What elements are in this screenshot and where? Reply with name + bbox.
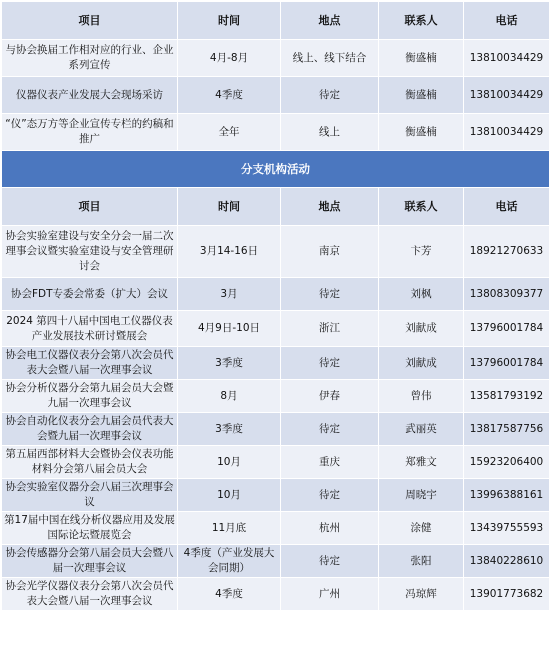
cell-place: 待定 bbox=[281, 479, 379, 512]
cell-time: 3月14-16日 bbox=[178, 226, 281, 278]
cell-contact: 卞芳 bbox=[379, 226, 464, 278]
table-row bbox=[2, 40, 550, 77]
cell-item: 2024 第四十八届中国电工仪器仪表产业发展技术研讨暨展会 bbox=[2, 311, 178, 347]
table-row bbox=[2, 311, 550, 347]
table-row bbox=[2, 578, 550, 611]
header-time: 时间 bbox=[178, 188, 281, 226]
cell-phone: 13796001784 bbox=[464, 311, 550, 347]
cell-place: 伊春 bbox=[281, 380, 379, 413]
cell-item: 协会电工仪器仪表分会第八次会员代表大会暨八届一次理事会议 bbox=[2, 347, 178, 380]
header-place: 地点 bbox=[281, 2, 379, 40]
cell-phone: 13439755593 bbox=[464, 512, 550, 545]
cell-contact: 刘枫 bbox=[379, 278, 464, 311]
cell-place: 杭州 bbox=[281, 512, 379, 545]
cell-phone: 18921270633 bbox=[464, 226, 550, 278]
cell-phone: 13581793192 bbox=[464, 380, 550, 413]
table-header-row bbox=[2, 2, 550, 40]
table-row bbox=[2, 77, 550, 114]
cell-contact: 刘献成 bbox=[379, 347, 464, 380]
cell-place: 重庆 bbox=[281, 446, 379, 479]
cell-time: 8月 bbox=[178, 380, 281, 413]
cell-time: 11月底 bbox=[178, 512, 281, 545]
table-row bbox=[2, 446, 550, 479]
cell-time: 4季度 bbox=[178, 77, 281, 114]
cell-item: “仪”态万方等企业宣传专栏的约稿和推广 bbox=[2, 114, 178, 151]
cell-contact: 衡盛楠 bbox=[379, 114, 464, 151]
cell-contact: 张阳 bbox=[379, 545, 464, 578]
cell-place: 广州 bbox=[281, 578, 379, 611]
cell-phone: 13810034429 bbox=[464, 77, 550, 114]
cell-time: 4月9日-10日 bbox=[178, 311, 281, 347]
cell-item: 与协会换届工作相对应的行业、企业系列宣传 bbox=[2, 40, 178, 77]
cell-time: 10月 bbox=[178, 479, 281, 512]
table-row bbox=[2, 278, 550, 311]
cell-item: 协会实验室仪器分会八届三次理事会议 bbox=[2, 479, 178, 512]
header-phone: 电话 bbox=[464, 188, 550, 226]
table-row bbox=[2, 512, 550, 545]
cell-time: 10月 bbox=[178, 446, 281, 479]
cell-time: 3季度 bbox=[178, 347, 281, 380]
header-phone: 电话 bbox=[464, 2, 550, 40]
cell-phone: 13901773682 bbox=[464, 578, 550, 611]
cell-time: 全年 bbox=[178, 114, 281, 151]
cell-contact: 周晓宇 bbox=[379, 479, 464, 512]
cell-time: 4月-8月 bbox=[178, 40, 281, 77]
cell-place: 线上 bbox=[281, 114, 379, 151]
cell-contact: 武丽英 bbox=[379, 413, 464, 446]
cell-time: 4季度（产业发展大会同期） bbox=[178, 545, 281, 578]
cell-place: 待定 bbox=[281, 347, 379, 380]
cell-item: 协会FDT专委会常委（扩大）会议 bbox=[2, 278, 178, 311]
table-row bbox=[2, 479, 550, 512]
cell-phone: 13817587756 bbox=[464, 413, 550, 446]
cell-place: 待定 bbox=[281, 77, 379, 114]
activity-table bbox=[1, 1, 550, 611]
cell-item: 协会分析仪器分会第九届会员大会暨九届一次理事会议 bbox=[2, 380, 178, 413]
cell-phone: 13796001784 bbox=[464, 347, 550, 380]
cell-item: 协会自动化仪表分会九届会员代表大会暨九届一次理事会议 bbox=[2, 413, 178, 446]
cell-phone: 13810034429 bbox=[464, 114, 550, 151]
cell-phone: 13996388161 bbox=[464, 479, 550, 512]
cell-item: 第17届中国在线分析仪器应用及发展国际论坛暨展览会 bbox=[2, 512, 178, 545]
table-row bbox=[2, 226, 550, 278]
table-row bbox=[2, 114, 550, 151]
cell-phone: 13840228610 bbox=[464, 545, 550, 578]
cell-contact: 涂健 bbox=[379, 512, 464, 545]
table-row bbox=[2, 413, 550, 446]
cell-item: 仪器仪表产业发展大会现场采访 bbox=[2, 77, 178, 114]
cell-place: 待定 bbox=[281, 278, 379, 311]
cell-phone: 15923206400 bbox=[464, 446, 550, 479]
table-header-row bbox=[2, 188, 550, 226]
header-item: 项目 bbox=[2, 188, 178, 226]
header-place: 地点 bbox=[281, 188, 379, 226]
cell-place: 待定 bbox=[281, 545, 379, 578]
cell-place: 待定 bbox=[281, 413, 379, 446]
cell-contact: 曾伟 bbox=[379, 380, 464, 413]
table-row bbox=[2, 347, 550, 380]
cell-phone: 13808309377 bbox=[464, 278, 550, 311]
cell-time: 3季度 bbox=[178, 413, 281, 446]
cell-time: 4季度 bbox=[178, 578, 281, 611]
section-header-row bbox=[2, 151, 550, 188]
cell-item: 协会传感器分会第八届会员大会暨八届一次理事会议 bbox=[2, 545, 178, 578]
cell-place: 线上、线下结合 bbox=[281, 40, 379, 77]
cell-time: 3月 bbox=[178, 278, 281, 311]
header-contact: 联系人 bbox=[379, 2, 464, 40]
section-title: 分支机构活动 bbox=[2, 151, 550, 188]
activity-schedule-sheet bbox=[0, 1, 551, 668]
table-row bbox=[2, 545, 550, 578]
header-item: 项目 bbox=[2, 2, 178, 40]
header-contact: 联系人 bbox=[379, 188, 464, 226]
table-row bbox=[2, 380, 550, 413]
cell-phone: 13810034429 bbox=[464, 40, 550, 77]
cell-contact: 衡盛楠 bbox=[379, 40, 464, 77]
header-time: 时间 bbox=[178, 2, 281, 40]
cell-item: 第五届西部材料大会暨协会仪表功能材料分会第八届会员大会 bbox=[2, 446, 178, 479]
cell-contact: 衡盛楠 bbox=[379, 77, 464, 114]
cell-contact: 郑雅文 bbox=[379, 446, 464, 479]
cell-contact: 冯琼辉 bbox=[379, 578, 464, 611]
cell-item: 协会光学仪器仪表分会第八次会员代表大会暨八届一次理事会议 bbox=[2, 578, 178, 611]
cell-item: 协会实验室建设与安全分会一届二次理事会议暨实验室建设与安全管理研讨会 bbox=[2, 226, 178, 278]
cell-place: 南京 bbox=[281, 226, 379, 278]
cell-contact: 刘献成 bbox=[379, 311, 464, 347]
cell-place: 浙江 bbox=[281, 311, 379, 347]
